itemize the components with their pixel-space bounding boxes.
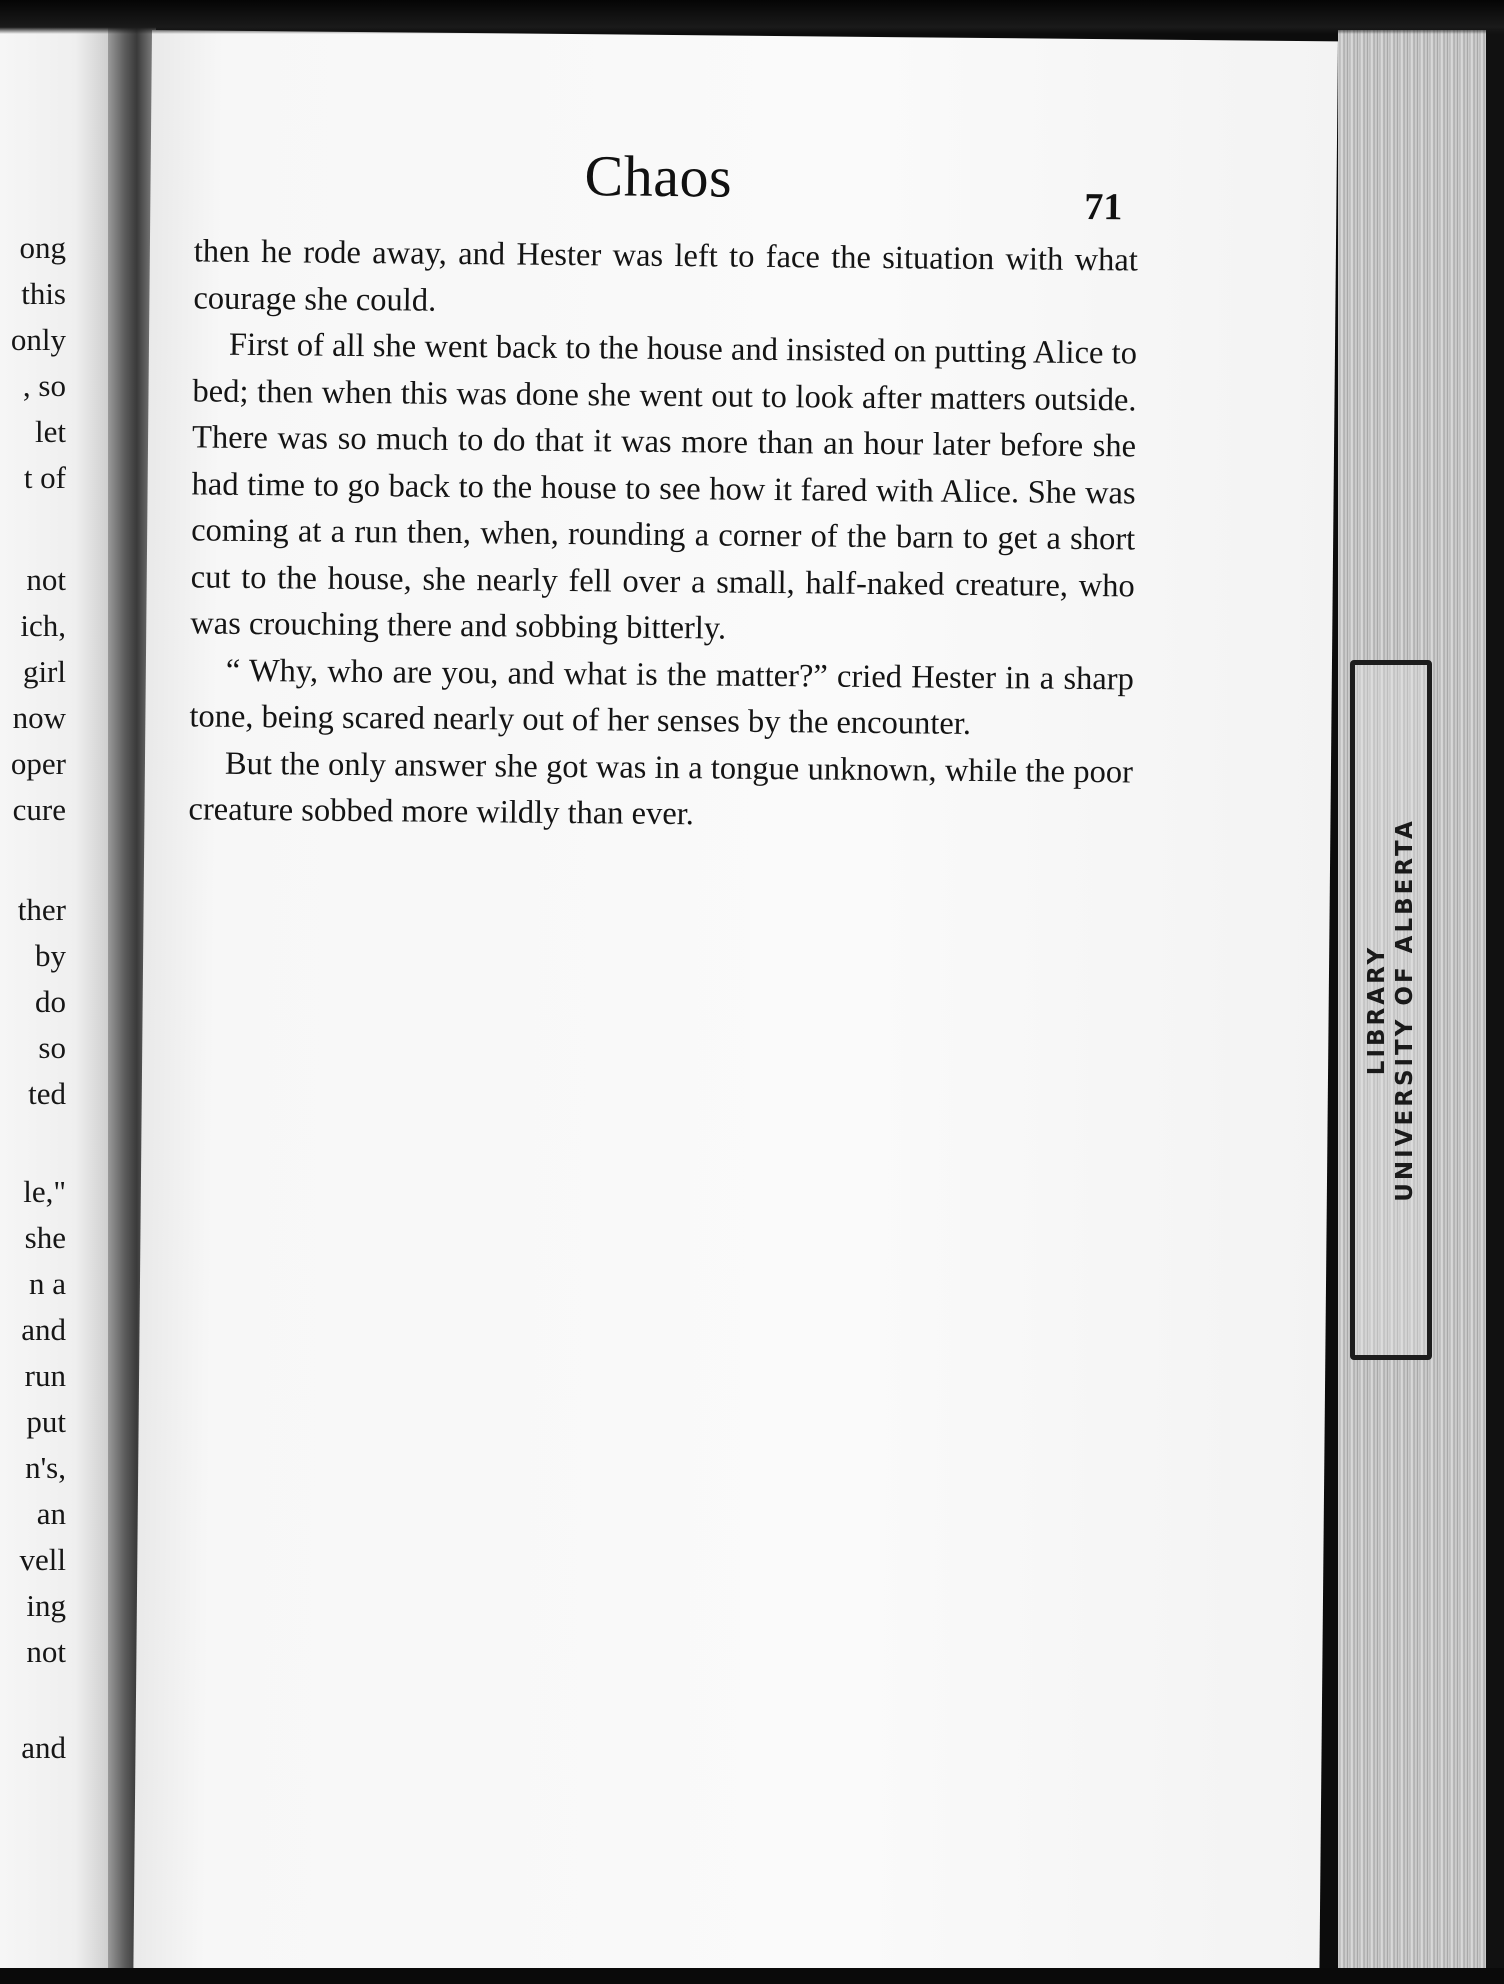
previous-page-line-fragment: vell	[19, 1542, 66, 1577]
previous-page-fragment	[0, 26, 108, 1984]
previous-page-line-fragment: let	[35, 414, 66, 449]
previous-page-line-fragment: t of	[23, 460, 66, 495]
previous-page-line-fragment: an	[36, 1496, 66, 1531]
previous-page-line-fragment: oper	[10, 746, 66, 781]
previous-page-line-fragment: put	[26, 1404, 66, 1439]
previous-page-line-fragment: do	[35, 984, 66, 1019]
previous-page-line-fragment: now	[12, 700, 66, 735]
running-head: Chaos	[584, 143, 733, 210]
library-stamp-text	[1363, 818, 1419, 1202]
previous-page-line-fragment: this	[21, 276, 66, 311]
previous-page-line-fragment: and	[21, 1730, 66, 1765]
stamp-line-university: UNIVERSITY OF ALBERTA	[1392, 818, 1418, 1202]
previous-page-line-fragment: run	[24, 1358, 66, 1393]
stamp-line-library: LIBRARY	[1364, 944, 1390, 1076]
previous-page-line-fragment: so	[38, 1030, 66, 1065]
previous-page-line-fragment: ong	[19, 230, 66, 265]
previous-page-line-fragment: n's,	[25, 1450, 66, 1485]
paragraph: First of all she went back to the house and insisted on putting Alice to bed; then when this was done she went out to look after matters outside. There was so much to do that it was more than an hour later before she had time to go back to the house to see how it fared with Alice. She was coming at a run then, when, rounding a corner of the barn to get a short cut to the house, she nearly fell over a small, half-naked creature, who was crouching there and sobbing bitterly.	[190, 326, 1138, 647]
book-cover-edge	[1486, 30, 1504, 1984]
book-page	[133, 30, 1338, 1984]
bottom-shadow	[0, 1968, 1504, 1984]
previous-page-line-fragment: not	[26, 1634, 66, 1669]
previous-page-line-fragment: le,"	[23, 1174, 66, 1209]
previous-page-line-fragment: ther	[17, 892, 66, 927]
paragraph: But the only answer she got was in a tongue unknown, while the poor creature sobbed more wildly than ever.	[188, 745, 1134, 833]
library-stamp	[1350, 660, 1432, 1360]
page-number: 71	[1084, 185, 1123, 229]
previous-page-line-fragment: girl	[22, 654, 66, 689]
previous-page-line-fragment: n a	[28, 1266, 66, 1301]
previous-page-line-fragment: and	[21, 1312, 66, 1347]
previous-page-line-fragment: cure	[12, 792, 66, 827]
previous-page-line-fragment: not	[26, 562, 66, 597]
previous-page-line-fragment: ing	[26, 1588, 66, 1623]
previous-page-line-fragment: , so	[22, 368, 66, 403]
previous-page-line-fragment: ich,	[20, 608, 66, 643]
previous-page-line-fragment: only	[10, 322, 66, 357]
paragraph: “ Why, who are you, and what is the matter?” cried Hester in a sharp tone, being scared nearly out of her senses by the encounter.	[189, 652, 1134, 742]
paragraph: then he rode away, and Hester was left to face the situation with what courage she could.	[193, 233, 1139, 319]
previous-page-line-fragment: ted	[28, 1076, 66, 1111]
top-shadow	[0, 0, 1504, 34]
previous-page-line-fragment: she	[24, 1220, 66, 1255]
previous-page-line-fragment: by	[35, 938, 66, 973]
body-text	[188, 228, 1138, 842]
